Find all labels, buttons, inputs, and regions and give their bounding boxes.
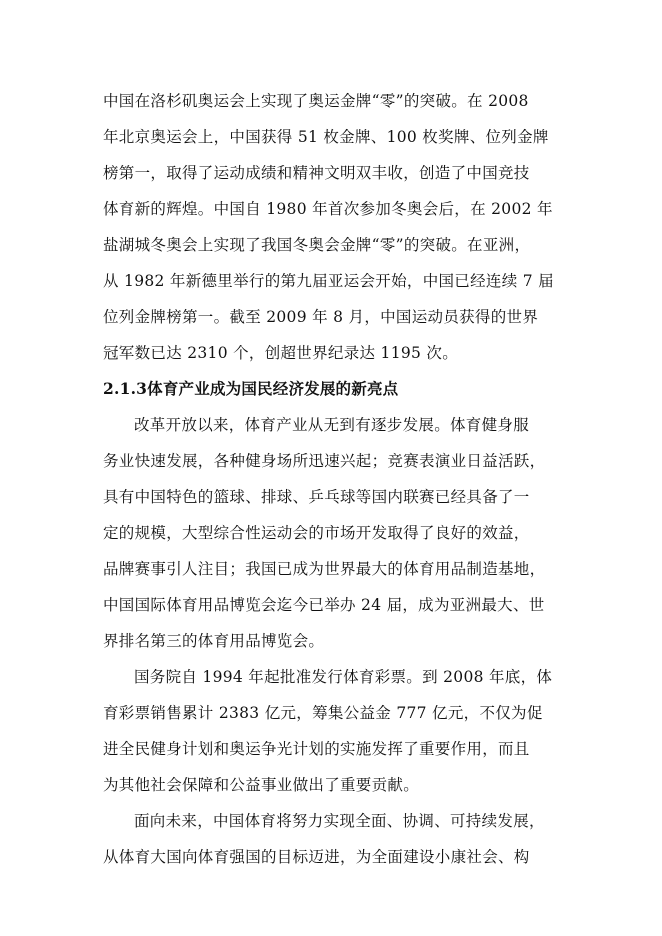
intro-line-1: 中国在洛杉矶奥运会上实现了奥运金牌“零”的突破。在 2008: [103, 92, 529, 110]
intro-line-6: 从 1982 年新德里举行的第九届亚运会开始，中国已经连续 7 届: [103, 272, 554, 290]
paragraph1-line-6: 中国国际体育用品博览会迄今已举办 24 届，成为亚洲最大、世: [103, 596, 545, 614]
paragraph1-line-7: 界排名第三的体育用品博览会。: [103, 632, 325, 650]
paragraph2-line-2: 育彩票销售累计 2383 亿元，筹集公益金 777 亿元，不仅为促: [103, 704, 543, 722]
intro-line-8: 冠军数已达 2310 个，创超世界纪录达 1195 次。: [103, 344, 459, 362]
paragraph3-line-1: 面向未来，中国体育将努力实现全面、协调、可持续发展，: [134, 812, 545, 830]
intro-line-4: 体育新的辉煌。中国自 1980 年首次参加冬奥会后，在 2002 年: [103, 200, 553, 218]
paragraph2-line-4: 为其他社会保障和公益事业做出了重要贡献。: [103, 776, 420, 794]
paragraph1-line-3: 具有中国特色的篮球、排球、乒乓球等国内联赛已经具备了一: [103, 488, 530, 506]
paragraph1-line-2: 务业快速发展，各种健身场所迅速兴起；竞赛表演业日益活跃，: [103, 452, 546, 470]
paragraph1-line-4: 定的规模，大型综合性运动会的市场开发取得了良好的效益，: [103, 524, 530, 542]
intro-line-3: 榜第一，取得了运动成绩和精神文明双丰收，创造了中国竞技: [103, 164, 530, 182]
paragraph1-line-1: 改革开放以来，体育产业从无到有逐步发展。体育健身服: [134, 416, 530, 434]
intro-line-5: 盐湖城冬奥会上实现了我国冬奥会金牌“零”的突破。在亚洲，: [103, 236, 531, 254]
intro-line-2: 年北京奥运会上，中国获得 51 枚金牌、100 枚奖牌、位列金牌: [103, 128, 549, 146]
paragraph2-line-3: 进全民健身计划和奥运争光计划的实施发挥了重要作用，而且: [103, 740, 530, 758]
paragraph3-line-2: 从体育大国向体育强国的目标迈进，为全面建设小康社会、构: [103, 848, 530, 866]
paragraph1-line-5: 品牌赛事引人注目；我国已成为世界最大的体育用品制造基地，: [103, 560, 546, 578]
intro-line-7: 位列金牌榜第一。截至 2009 年 8 月，中国运动员获得的世界: [103, 308, 539, 326]
section-heading: 2.1.3体育产业成为国民经济发展的新亮点: [103, 379, 399, 398]
paragraph2-line-1: 国务院自 1994 年起批准发行体育彩票。到 2008 年底，体: [134, 668, 553, 686]
